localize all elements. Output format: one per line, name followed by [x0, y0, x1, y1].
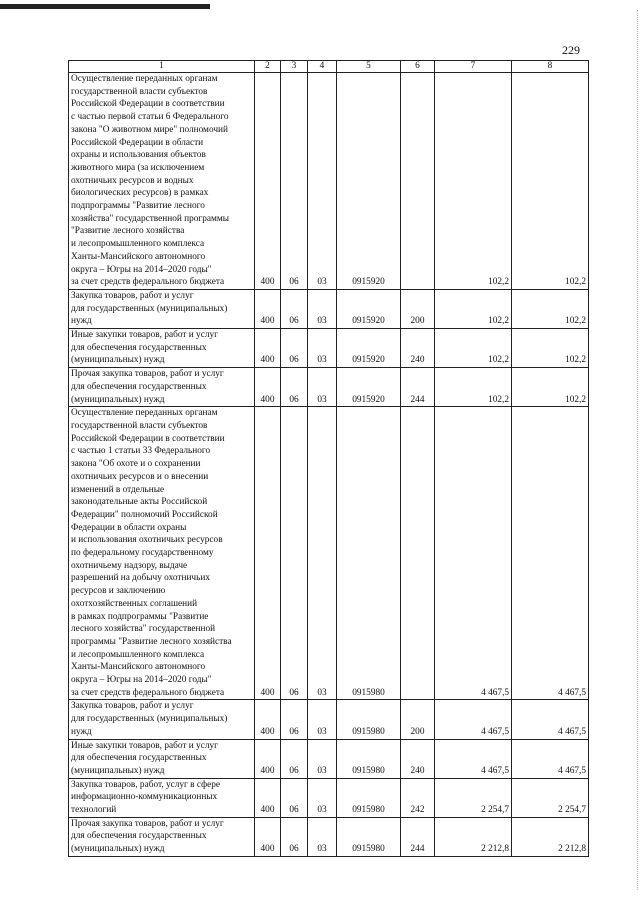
table-row	[69, 289, 589, 328]
cell-amount-total: 4 467,5	[512, 739, 589, 778]
col-header: 3	[281, 61, 308, 73]
row-name: Закупка товаров, работ, услуг в сфере информационно-коммуникационных технологий	[69, 778, 255, 817]
col-header: 4	[308, 61, 337, 73]
cell-subsection: 03	[308, 289, 337, 328]
cell-section: 06	[281, 329, 308, 368]
cell-subsection: 03	[308, 73, 337, 290]
cell-section: 06	[281, 407, 308, 700]
cell-expense-type: 240	[401, 329, 435, 368]
cell-target: 0915920	[337, 329, 401, 368]
cell-amount-total: 2 254,7	[512, 778, 589, 817]
cell-amount-total: 102,2	[512, 73, 589, 290]
table-row	[69, 778, 589, 817]
row-name: Прочая закупка товаров, работ и услуг для обеспечения государственных (муниципальных) нужд	[69, 368, 255, 407]
cell-expense-type: 200	[401, 700, 435, 739]
cell-amount: 4 467,5	[435, 407, 512, 700]
cell-amount: 102,2	[435, 289, 512, 328]
cell-target: 0915920	[337, 368, 401, 407]
row-name: Осуществление переданных органам государственной власти субъектов Российской Федерации в соответствии с частью первой статьи 6 Федерального закона "О животном мире" полномочий Российской Федерации в области охраны и использования объектов животного мира (за исключением охотничьих ресурсов и водных биологических ресурсов) в рамках подпрограммы "Развитие лесного хозяйства" государственной программы "Развитие лесного хозяйства и лесопромышленного комплекса Ханты-Мансийского автономного округа – Югры на 2014–2020 годы" за счет средств федерального бюджета	[69, 73, 255, 290]
table-row	[69, 700, 589, 739]
scan-edge-marks	[633, 10, 638, 890]
cell-admin: 400	[255, 739, 281, 778]
table-row	[69, 817, 589, 856]
row-name: Закупка товаров, работ и услуг для государственных (муниципальных) нужд	[69, 700, 255, 739]
cell-section: 06	[281, 778, 308, 817]
cell-target: 0915920	[337, 289, 401, 328]
row-name: Иные закупки товаров, работ и услуг для обеспечения государственных (муниципальных) нужд	[69, 739, 255, 778]
table-row	[69, 329, 589, 368]
cell-expense-type: 200	[401, 289, 435, 328]
cell-amount: 102,2	[435, 73, 512, 290]
cell-expense-type: 242	[401, 778, 435, 817]
cell-amount-total: 102,2	[512, 289, 589, 328]
cell-section: 06	[281, 817, 308, 856]
col-header: 8	[512, 61, 589, 73]
cell-section: 06	[281, 700, 308, 739]
cell-amount: 102,2	[435, 329, 512, 368]
cell-amount-total: 102,2	[512, 329, 589, 368]
cell-admin: 400	[255, 778, 281, 817]
table-row	[69, 368, 589, 407]
cell-expense-type	[401, 407, 435, 700]
col-header: 6	[401, 61, 435, 73]
col-header: 1	[69, 61, 255, 73]
cell-subsection: 03	[308, 407, 337, 700]
cell-target: 0915980	[337, 739, 401, 778]
cell-target: 0915980	[337, 778, 401, 817]
row-name: Прочая закупка товаров, работ и услуг для обеспечения государственных (муниципальных) нужд	[69, 817, 255, 856]
header-row	[69, 61, 589, 73]
page-number: 229	[562, 43, 580, 57]
cell-admin: 400	[255, 407, 281, 700]
cell-target: 0915980	[337, 700, 401, 739]
cell-admin: 400	[255, 368, 281, 407]
cell-subsection: 03	[308, 817, 337, 856]
cell-amount: 2 254,7	[435, 778, 512, 817]
cell-admin: 400	[255, 817, 281, 856]
cell-section: 06	[281, 739, 308, 778]
table-row	[69, 739, 589, 778]
top-rule	[0, 4, 210, 9]
row-name: Закупка товаров, работ и услуг для государственных (муниципальных) нужд	[69, 289, 255, 328]
cell-admin: 400	[255, 329, 281, 368]
cell-target: 0915980	[337, 817, 401, 856]
cell-subsection: 03	[308, 778, 337, 817]
cell-expense-type: 240	[401, 739, 435, 778]
cell-amount-total: 4 467,5	[512, 407, 589, 700]
cell-target: 0915980	[337, 407, 401, 700]
cell-amount-total: 102,2	[512, 368, 589, 407]
cell-section: 06	[281, 289, 308, 328]
cell-subsection: 03	[308, 700, 337, 739]
budget-table	[68, 60, 589, 857]
cell-subsection: 03	[308, 368, 337, 407]
cell-expense-type	[401, 73, 435, 290]
cell-admin: 400	[255, 289, 281, 328]
cell-admin: 400	[255, 73, 281, 290]
cell-target: 0915920	[337, 73, 401, 290]
cell-amount: 4 467,5	[435, 700, 512, 739]
col-header: 7	[435, 61, 512, 73]
cell-amount-total: 2 212,8	[512, 817, 589, 856]
cell-amount-total: 4 467,5	[512, 700, 589, 739]
table-row	[69, 73, 589, 290]
col-header: 5	[337, 61, 401, 73]
col-header: 2	[255, 61, 281, 73]
cell-section: 06	[281, 73, 308, 290]
cell-expense-type: 244	[401, 368, 435, 407]
cell-amount: 4 467,5	[435, 739, 512, 778]
table-row	[69, 407, 589, 700]
cell-subsection: 03	[308, 739, 337, 778]
row-name: Осуществление переданных органам государственной власти субъектов Российской Федерации в соответствии с частью 1 статьи 33 Федерального закона "Об охоте и о сохранении охотничьих ресурсов и о внесении изменений в отдельные законодательные акты Российской Федерации" полномочий Российской Федерации в области охраны и использования охотничьих ресурсов по федеральному государственному охотничьему надзору, выдаче разрешений на добычу охотничьих ресурсов и заключению охотхозяйственных соглашений в рамках подпрограммы "Развитие лесного хозяйства" государственной программы "Развитие лесного хозяйства и лесопромышленного комплекса Ханты-Мансийского автономного округа – Югры на 2014–2020 годы" за счет средств федерального бюджета	[69, 407, 255, 700]
cell-amount: 2 212,8	[435, 817, 512, 856]
cell-subsection: 03	[308, 329, 337, 368]
cell-expense-type: 244	[401, 817, 435, 856]
row-name: Иные закупки товаров, работ и услуг для обеспечения государственных (муниципальных) нужд	[69, 329, 255, 368]
cell-admin: 400	[255, 700, 281, 739]
cell-section: 06	[281, 368, 308, 407]
cell-amount: 102,2	[435, 368, 512, 407]
